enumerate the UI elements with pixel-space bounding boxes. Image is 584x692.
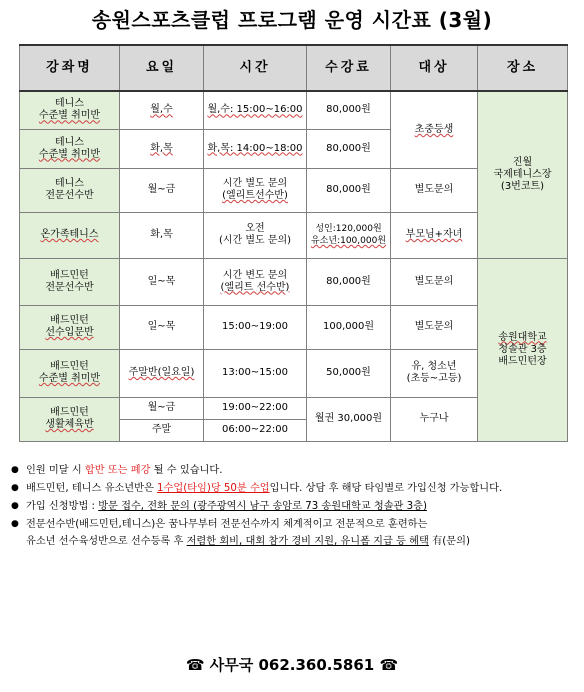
fee-line: 성인:120,000원: [315, 224, 382, 234]
notes-list: [8, 462, 580, 551]
col-header-time: 시간: [204, 45, 307, 91]
location-line: 진월: [512, 156, 533, 168]
note-underlined: 방문 접수, 전화 문의 (광주광역시 남구 송암로 73 송원대학교 청솔관 3층): [98, 501, 427, 512]
note-item: [8, 516, 580, 550]
col-header-course: 강좌명: [20, 45, 120, 91]
day-value: 월,수: [150, 104, 173, 116]
fee-cell: [307, 91, 391, 129]
time-value: 06:00~22:00: [221, 424, 288, 435]
note-text: 전문선수반(배드민턴,테니스)은 꿈나무부터 전문선수까지 체계적이고 전문적으로 훈련하는: [26, 519, 428, 530]
fee-cell: [307, 212, 391, 258]
course-name-line: 테니스: [55, 98, 84, 110]
day-value: 월~금: [147, 402, 176, 413]
course-name-cell: [20, 349, 120, 397]
course-name-line: 수준별 취미반: [38, 148, 101, 160]
course-name-line: 테니스: [55, 178, 84, 189]
time-line: 시간 변도 문의: [222, 269, 288, 281]
course-name-line: 배드민턴: [50, 361, 89, 372]
fee-cell: [307, 305, 391, 349]
day-value: 주말반(일요일): [128, 367, 195, 378]
bullet-icon: ●: [11, 465, 19, 475]
time-cell: [204, 258, 307, 305]
target-cell: [391, 168, 478, 212]
day-value: 화,목: [150, 229, 173, 240]
target-cell: [391, 397, 478, 441]
target-value: 별도문의: [414, 321, 454, 332]
phone-icon: ☎: [185, 656, 205, 674]
time-line: 시간 별도 문의: [222, 178, 288, 189]
course-name-line: 배드민턴: [50, 315, 89, 326]
location-line: 배드민턴장: [498, 355, 547, 367]
day-cell: [120, 305, 204, 349]
target-cell: [391, 91, 478, 168]
office-label: 사무국: [209, 656, 254, 674]
target-value: 별도문의: [414, 184, 454, 195]
fee-value: 100,000원: [322, 321, 374, 332]
note-text: 배드민턴, 테니스 유소년반은: [26, 483, 158, 494]
day-value: 월~금: [147, 184, 176, 195]
note-text: 될 수 있습니다.: [150, 465, 223, 476]
course-name-line: 배드민턴: [50, 269, 89, 281]
time-value: 월,수: 15:00~16:00: [207, 104, 303, 116]
day-value: 일~목: [147, 321, 176, 332]
time-cell: [204, 129, 307, 168]
day-cell: [120, 397, 204, 419]
fee-value: 80,000원: [326, 275, 371, 287]
note-highlight: 1수업(타임)당 50분 수업: [157, 483, 270, 494]
time-cell: [204, 397, 307, 419]
time-line: (엘리트선수반): [222, 190, 288, 201]
note-text: 입니다. 상담 후 해당 타임별로 가입신청 가능합니다.: [269, 483, 503, 494]
fee-cell: [307, 349, 391, 397]
day-cell: [120, 168, 204, 212]
table-row: [20, 258, 568, 305]
office-contact: [0, 654, 584, 675]
time-cell: [204, 168, 307, 212]
course-name-line: 온가족테니스: [40, 229, 99, 240]
schedule-table: [19, 44, 568, 442]
col-header-location: 장소: [478, 45, 568, 91]
course-name-cell: [20, 168, 120, 212]
time-cell: [204, 419, 307, 441]
time-value: 13:00~15:00: [221, 367, 288, 378]
target-value: 별도문의: [414, 275, 454, 287]
location-line: 청솔관 3층: [498, 343, 547, 355]
day-cell: [120, 258, 204, 305]
note-text: 가입 신청방법 :: [26, 501, 99, 512]
target-cell: [391, 305, 478, 349]
time-cell: [204, 349, 307, 397]
fee-cell: [307, 129, 391, 168]
note-highlight: 합반 또는 폐강: [84, 465, 151, 476]
course-name-cell: [20, 258, 120, 305]
time-cell: [204, 91, 307, 129]
target-line: 유, 청소년: [411, 361, 457, 372]
time-cell: [204, 212, 307, 258]
fee-value: 월권 30,000원: [314, 413, 383, 424]
col-header-target: 대상: [391, 45, 478, 91]
bullet-icon: ●: [11, 501, 19, 511]
time-value: 15:00~19:00: [221, 321, 288, 332]
target-cell: [391, 349, 478, 397]
bullet-icon: ●: [11, 483, 19, 493]
fee-cell: [307, 397, 391, 441]
fee-line: 유소년:100,000원: [310, 236, 387, 246]
course-name-line: 테니스: [55, 136, 84, 148]
bullet-icon: ●: [11, 519, 19, 529]
note-text: 有(문의): [428, 536, 470, 547]
location-cell-badminton: [478, 258, 568, 441]
course-name-cell: [20, 305, 120, 349]
fee-value: 80,000원: [326, 104, 371, 116]
location-line: (3번코트): [500, 180, 545, 192]
fee-value: 50,000원: [326, 367, 371, 378]
fee-cell: [307, 258, 391, 305]
target-cell: [391, 212, 478, 258]
note-item: [8, 462, 580, 479]
target-value: 부모님+자녀: [405, 229, 463, 240]
time-line: (엘리트 선수반): [220, 281, 290, 293]
day-cell: [120, 349, 204, 397]
page-title: 송원스포츠클럽 프로그램 운영 시간표 (3월): [91, 8, 493, 32]
day-value: 주말: [151, 424, 172, 435]
col-header-fee: 수강료: [307, 45, 391, 91]
time-value: 화,목: 14:00~18:00: [207, 142, 303, 154]
location-line: 국제테니스장: [493, 168, 552, 180]
target-line: (초등~고등): [406, 373, 462, 384]
course-name-cell: [20, 397, 120, 441]
time-line: (시간 별도 문의): [218, 235, 292, 246]
course-name-line: 전문선수반: [45, 281, 94, 293]
target-cell: [391, 258, 478, 305]
note-text: 유소년 선수육성반으로 선수등록 후: [26, 536, 187, 547]
day-cell: [120, 419, 204, 441]
note-underlined: 저렴한 회비, 대회 참가 경비 지원, 유니폼 지급 등 혜택: [186, 536, 429, 547]
course-name-cell: [20, 91, 120, 129]
day-cell: [120, 212, 204, 258]
table-header-row: [20, 45, 568, 91]
course-name-cell: [20, 129, 120, 168]
table-row: [20, 91, 568, 129]
fee-value: 80,000원: [326, 142, 371, 154]
target-value: 초중등생: [414, 123, 454, 135]
office-phone[interactable]: 062.360.5861: [258, 656, 375, 674]
day-cell: [120, 91, 204, 129]
course-name-line: 생활체육반: [45, 419, 94, 430]
phone-icon: ☎: [379, 656, 399, 674]
day-value: 일~목: [147, 275, 176, 287]
course-name-line: 선수입문반: [45, 327, 94, 338]
note-text: 인원 미달 시: [26, 465, 85, 476]
target-value: 누구나: [419, 413, 449, 424]
fee-value: 80,000원: [326, 184, 371, 195]
location-line: 송원대학교: [498, 331, 547, 343]
time-line: 오전: [245, 223, 265, 234]
note-item: [8, 498, 580, 515]
time-cell: [204, 305, 307, 349]
location-cell-tennis: [478, 91, 568, 258]
note-item: [8, 480, 580, 497]
fee-cell: [307, 168, 391, 212]
course-name-line: 배드민턴: [50, 407, 89, 418]
day-value: 화,목: [150, 142, 173, 154]
course-name-line: 수준별 취미반: [38, 110, 101, 122]
time-value: 19:00~22:00: [221, 402, 288, 413]
course-name-line: 수준별 취미반: [38, 373, 101, 384]
col-header-day: 요일: [120, 45, 204, 91]
day-cell: [120, 129, 204, 168]
course-name-line: 전문선수반: [45, 190, 94, 201]
course-name-cell: [20, 212, 120, 258]
